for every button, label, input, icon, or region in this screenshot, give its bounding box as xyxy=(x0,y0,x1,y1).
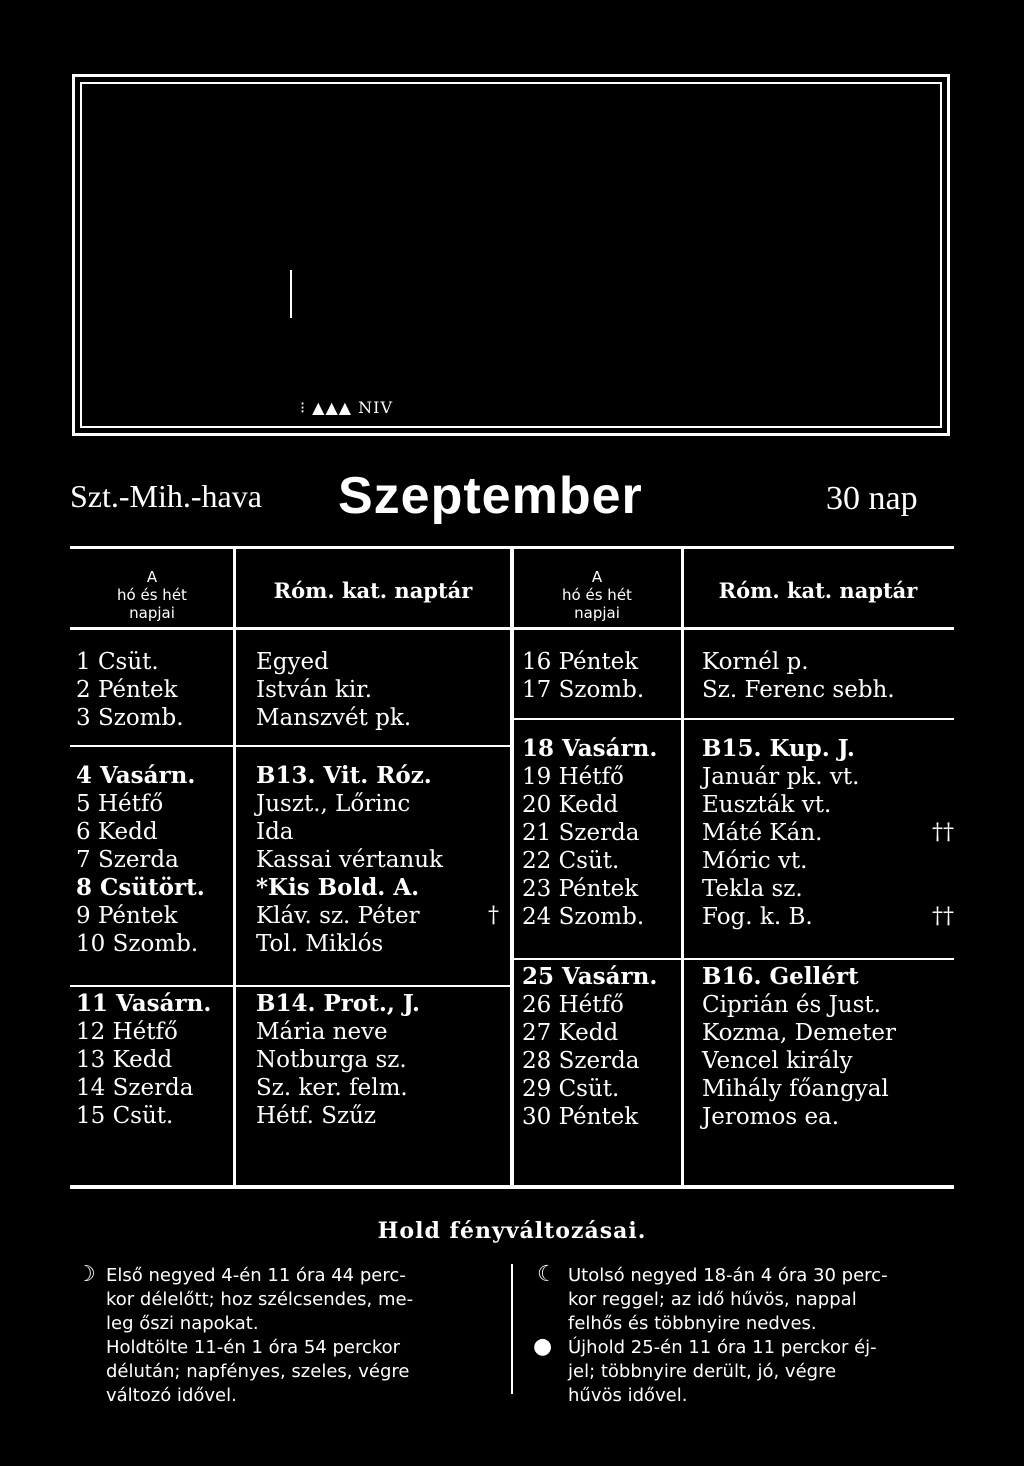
saint-name: Máté Kán. xyxy=(702,820,823,846)
day-label: 9 Péntek xyxy=(76,903,178,929)
saint-name: Jeromos ea. xyxy=(702,1104,840,1130)
saint-name: Vencel király xyxy=(702,1048,853,1074)
day-label: 8 Csütört. xyxy=(76,874,205,901)
day-label: 23 Péntek xyxy=(522,876,639,902)
month-old-name: Szt.-Mih.-hava xyxy=(70,478,262,514)
day-label: 19 Hétfő xyxy=(522,764,624,790)
week-separator xyxy=(512,718,954,720)
month-title: Szeptember xyxy=(338,467,643,525)
col-divider-left xyxy=(233,548,236,1185)
fast-mark: †† xyxy=(932,820,954,845)
day-label: 3 Szomb. xyxy=(76,705,184,731)
saint-name: Tekla sz. xyxy=(702,876,803,902)
saint-name: Sz. ker. felm. xyxy=(256,1075,408,1101)
day-label: 15 Csüt. xyxy=(76,1103,174,1129)
day-label: 22 Csüt. xyxy=(522,848,620,874)
calendar-column-header: Róm. kat. naptár xyxy=(273,578,473,603)
saint-name: Január pk. vt. xyxy=(702,764,860,790)
day-label: 28 Szerda xyxy=(522,1048,640,1074)
day-label: 25 Vasárn. xyxy=(522,963,658,990)
day-column-header: A hó és hét napjai xyxy=(117,568,187,622)
saint-name: B16. Gellért xyxy=(702,963,859,990)
day-label: 30 Péntek xyxy=(522,1104,639,1130)
week-separator xyxy=(70,985,510,987)
saint-name: B13. Vit. Róz. xyxy=(256,762,432,789)
day-column-header: A hó és hét napjai xyxy=(562,568,632,622)
day-label: 11 Vasárn. xyxy=(76,990,212,1017)
saint-name: Kassai vértanuk xyxy=(256,847,443,873)
week-separator xyxy=(512,958,954,960)
last-quarter-moon-icon: ☾ xyxy=(537,1262,557,1287)
moon-right-text: Utolsó negyed 18-án 4 óra 30 perc- kor reggel; az idő hűvös, nappal felhős és többnyire nedves. Újhold 25-én 11 óra 11 perckor éj- jel; többnyire derült, jó, végre hűvös idővel. xyxy=(568,1265,888,1406)
saint-name: Ciprián és Just. xyxy=(702,992,881,1018)
day-label: 10 Szomb. xyxy=(76,931,199,957)
illustration-inner-frame xyxy=(80,82,942,428)
moon-phases-title: Hold fényváltozásai. xyxy=(377,1218,647,1244)
new-moon-icon: ● xyxy=(533,1334,553,1359)
saint-name: Manszvét pk. xyxy=(256,705,412,731)
days-count: 30 nap xyxy=(826,480,918,517)
saint-name: Egyed xyxy=(256,649,329,675)
saint-name: Ida xyxy=(256,819,294,845)
saint-name: István kir. xyxy=(256,677,373,703)
saint-name: Hétf. Szűz xyxy=(256,1103,377,1129)
saint-name: Notburga sz. xyxy=(256,1047,407,1073)
day-label: 6 Kedd xyxy=(76,819,158,845)
saint-name: Kláv. sz. Péter xyxy=(256,903,420,929)
saint-name: Tol. Miklós xyxy=(256,931,384,957)
day-label: 27 Kedd xyxy=(522,1020,619,1046)
day-label: 26 Hétfő xyxy=(522,992,624,1018)
saint-name: Euszták vt. xyxy=(702,792,832,818)
day-label: 17 Szomb. xyxy=(522,677,645,703)
day-label: 18 Vasárn. xyxy=(522,735,658,762)
day-label: 20 Kedd xyxy=(522,792,619,818)
fast-mark: † xyxy=(488,903,499,928)
saint-name: Mihály főangyal xyxy=(702,1076,889,1102)
saint-name: B14. Prot., J. xyxy=(256,990,420,1017)
day-label: 29 Csüt. xyxy=(522,1076,620,1102)
saint-name: B15. Kup. J. xyxy=(702,735,855,762)
day-label: 12 Hétfő xyxy=(76,1019,178,1045)
saint-name: Fog. k. B. xyxy=(702,904,813,930)
day-label: 7 Szerda xyxy=(76,847,179,873)
first-quarter-moon-icon: ☽ xyxy=(76,1262,96,1287)
day-label: 21 Szerda xyxy=(522,820,640,846)
moon-left-text: Első negyed 4-én 11 óra 44 perc- kor délelőtt; hoz szélcsendes, me- leg őszi napokat. Holdtölte 11-én 1 óra 54 perckor délután; napfényes, szeles, végre változó idővel. xyxy=(106,1265,414,1406)
day-label: 5 Hétfő xyxy=(76,791,164,817)
fast-mark: †† xyxy=(932,904,954,929)
day-label: 4 Vasárn. xyxy=(76,762,196,789)
saint-name: Móric vt. xyxy=(702,848,808,874)
col-divider-right xyxy=(681,548,684,1185)
saint-name: *Kis Bold. A. xyxy=(256,874,420,901)
saint-name: Mária neve xyxy=(256,1019,388,1045)
day-label: 13 Kedd xyxy=(76,1047,173,1073)
day-label: 2 Péntek xyxy=(76,677,178,703)
week-separator xyxy=(70,745,510,747)
col-divider-middle xyxy=(510,548,514,1185)
illustration-mark xyxy=(290,270,292,318)
calendar-column-header: Róm. kat. naptár xyxy=(718,578,918,603)
saint-name: Kornél p. xyxy=(702,649,809,675)
saint-name: Sz. Ferenc sebh. xyxy=(702,677,895,703)
day-label: 16 Péntek xyxy=(522,649,639,675)
table-bottom-rule xyxy=(70,1185,954,1189)
day-label: 1 Csüt. xyxy=(76,649,159,675)
day-label: 14 Szerda xyxy=(76,1075,194,1101)
day-label: 24 Szomb. xyxy=(522,904,645,930)
saint-name: Juszt., Lőrinc xyxy=(256,791,411,817)
moon-divider xyxy=(511,1264,513,1394)
illustration-caption: ⁝ ▲▲▲ NIV xyxy=(300,398,394,417)
saint-name: Kozma, Demeter xyxy=(702,1020,896,1046)
